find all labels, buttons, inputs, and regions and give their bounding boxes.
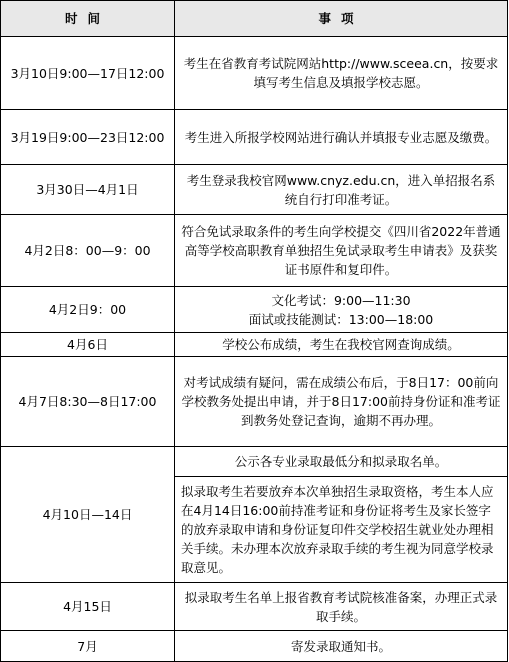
row-item: 拟录取考生名单上报省教育考试院核准备案，办理正式录取手续。: [175, 583, 508, 631]
row-item: 公示各专业录取最低分和拟录取名单。: [175, 447, 508, 477]
row-item: 考生在省教育考试院网站http://www.sceea.cn，按要求填写考生信息及填报学校志愿。: [175, 37, 508, 110]
row-time: 3月19日9:00—23日12:00: [1, 110, 175, 165]
exam-culture-line: 文化考试：9:00—11:30: [271, 292, 411, 308]
table-row: [1, 110, 508, 165]
table-row: [1, 631, 508, 662]
exam-interview-line: 面试或技能测试：13:00—18:00: [248, 311, 434, 327]
row-time: 4月2日8：00—9：00: [1, 215, 175, 287]
row-item: 拟录取考生若要放弃本次单独招生录取资格，考生本人应在4月14日16:00前持准考证和身份证将考生及家长签字的放弃录取申请和身份证复印件交学校招生就业处办理相关手续。未办理本次放弃录取手续的考生视为同意学校录取意见。: [175, 477, 508, 583]
row-item: 寄发录取通知书。: [175, 631, 508, 662]
table-header-row: [1, 1, 508, 37]
table-row: [1, 287, 508, 333]
table-row: [1, 215, 508, 287]
row-time: 4月7日8:30—8日17:00: [1, 357, 175, 447]
row-item: 对考试成绩有疑问，需在成绩公布后，于8日17：00前向学校教务处提出申请，并于8日17:00前持身份证和准考证到教务处登记查询，逾期不再办理。: [175, 357, 508, 447]
table-row: [1, 37, 508, 110]
row-item: [175, 287, 508, 333]
table-row: [1, 165, 508, 215]
table-row: [1, 357, 508, 447]
row-time: 4月2日9：00: [1, 287, 175, 333]
row-time: 4月6日: [1, 333, 175, 357]
table-row: [1, 447, 508, 477]
row-time: 3月10日9:00—17日12:00: [1, 37, 175, 110]
row-time: 7月: [1, 631, 175, 662]
row-item: 学校公布成绩，考生在我校官网查询成绩。: [175, 333, 508, 357]
header-time: 时间: [1, 1, 175, 37]
row-time: 4月15日: [1, 583, 175, 631]
row-time: 3月30日—4月1日: [1, 165, 175, 215]
header-item: 事项: [175, 1, 508, 37]
row-item: 考生登录我校官网www.cnyz.edu.cn，进入单招报名系统自行打印准考证。: [175, 165, 508, 215]
table-row: [1, 333, 508, 357]
row-time: 4月10日—14日: [1, 447, 175, 583]
table-row: [1, 583, 508, 631]
row-item: 考生进入所报学校网站进行确认并填报专业志愿及缴费。: [175, 110, 508, 165]
row-item: 符合免试录取条件的考生向学校提交《四川省2022年普通高等学校高职教育单独招生免试录取考生申请表》及获奖证书原件和复印件。: [175, 215, 508, 287]
